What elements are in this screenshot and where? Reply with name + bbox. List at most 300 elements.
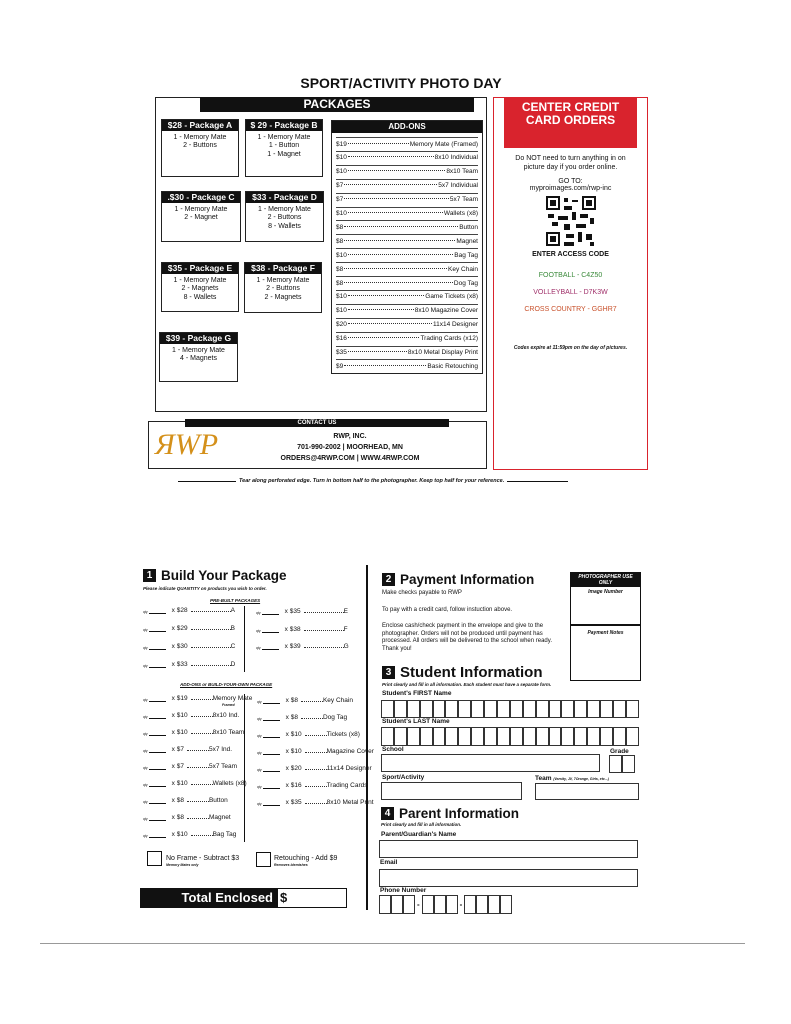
digit-cell[interactable] (403, 895, 415, 914)
access-code: CROSS COUNTRY - GGHR7 (524, 306, 617, 313)
letter-cell[interactable] (626, 727, 639, 746)
package-title: $35 - Package E (162, 263, 238, 274)
order-row (143, 763, 237, 770)
letter-cell[interactable] (445, 727, 458, 746)
quantity-input[interactable] (262, 609, 279, 615)
dot-leader (344, 184, 437, 185)
order-row (143, 831, 236, 838)
letter-cell[interactable] (471, 700, 484, 718)
addon-row (336, 165, 478, 178)
school-label: School (382, 746, 404, 753)
access-code-label: ENTER ACCESS CODE (532, 251, 609, 258)
quantity-input[interactable] (149, 662, 166, 668)
dot-leader (305, 735, 327, 736)
retouching-label: Retouching - Add $9 (274, 855, 338, 862)
addon-name: Dog Tag (453, 279, 478, 287)
item-price: x $39 (284, 643, 301, 650)
quantity-input[interactable] (149, 644, 166, 650)
letter-cell[interactable] (574, 700, 587, 718)
letter-cell[interactable] (381, 727, 394, 746)
order-row (257, 782, 368, 789)
addons-header: ADD-ONS (332, 121, 482, 133)
letter-cell[interactable] (407, 727, 420, 746)
retouching-checkbox[interactable] (256, 852, 271, 867)
addon-price: $35 (336, 349, 347, 356)
item-name: Magazine Cover (326, 748, 374, 755)
item-price: x $8 (285, 714, 298, 721)
payment-heading (382, 571, 534, 589)
student-heading (382, 664, 543, 682)
package-line: 8 - Wallets (183, 293, 217, 301)
photographer-use-box (570, 572, 641, 681)
section-title: Student Information (400, 664, 543, 681)
quantity-input[interactable] (263, 766, 280, 772)
phone-label: Phone Number (380, 887, 427, 894)
addon-row (336, 318, 478, 331)
addon-row (336, 304, 478, 317)
digit-cell[interactable] (446, 895, 458, 914)
package-line: 2 - Buttons (266, 285, 300, 292)
digit-cell[interactable] (391, 895, 403, 914)
last-name-cells[interactable] (381, 727, 639, 746)
letter-cell[interactable] (381, 700, 394, 718)
addon-row (336, 220, 478, 233)
addon-name: Wallets (x8) (443, 210, 478, 217)
dot-leader (305, 803, 327, 804)
digit-cell[interactable] (422, 895, 434, 914)
sport-label: Sport/Activity (382, 774, 425, 781)
letter-cell[interactable] (407, 700, 420, 718)
package-title: $33 - Package D (246, 192, 323, 203)
school-input[interactable] (381, 754, 600, 772)
qty-label: qty (143, 610, 148, 614)
qty-label: qty (257, 768, 262, 772)
item-price: x $20 (285, 765, 302, 772)
sport-input[interactable] (381, 782, 522, 800)
letter-cell[interactable] (510, 727, 523, 746)
dash: - (417, 900, 420, 909)
addon-name: 11x14 Designer (432, 321, 478, 329)
quantity-input[interactable] (149, 832, 166, 838)
letter-cell[interactable] (587, 727, 600, 746)
dot-leader (191, 835, 213, 836)
letter-cell[interactable] (420, 727, 433, 746)
addon-row (336, 346, 478, 359)
section-title: Parent Information (399, 806, 520, 821)
quantity-input[interactable] (149, 798, 166, 804)
section-number: 4 (381, 807, 394, 820)
quantity-input[interactable] (149, 781, 166, 787)
package-line: 8 - Wallets (268, 222, 301, 230)
addon-price: $9 (336, 362, 344, 370)
dash: - (459, 900, 463, 909)
dot-leader (304, 630, 344, 631)
qty-label: qty (257, 717, 262, 721)
addon-price: $10 (336, 210, 347, 217)
letter-cell[interactable] (433, 700, 446, 718)
package-line: 2 - Magnets (264, 293, 302, 301)
item-price: x $10 (285, 731, 302, 738)
letter-cell[interactable] (394, 700, 407, 718)
student-note: Print clearly and fill in all information. Each student must have a separate form. (382, 682, 552, 687)
parent-heading (381, 805, 519, 823)
checks-payable: Make checks payable to RWP (382, 590, 462, 596)
item-name: 8x10 Ind. (212, 712, 240, 719)
order-row (143, 746, 232, 753)
addon-name: Trading Cards (x12) (420, 335, 478, 343)
dot-leader (348, 156, 434, 157)
package-line: 4 - Magnets (180, 355, 217, 362)
qty-label: qty (257, 734, 262, 738)
letter-cell[interactable] (613, 700, 626, 718)
addon-name: 5x7 Team (449, 196, 478, 204)
dot-leader (348, 212, 443, 213)
item-name: Magnet (208, 814, 231, 821)
addon-row (336, 290, 478, 303)
packages-header: PACKAGES (200, 97, 474, 112)
package-title: .$30 - Package C (162, 192, 240, 203)
package-card (161, 119, 239, 177)
order-row (143, 780, 247, 787)
quantity-input[interactable] (262, 644, 279, 650)
dot-leader (348, 337, 420, 338)
qty-label: qty (257, 751, 262, 755)
contact-header: CONTACT US (185, 419, 449, 427)
addon-name: Basic Retouching (427, 362, 478, 370)
digit-cell[interactable] (464, 895, 476, 914)
digit-cell[interactable] (434, 895, 446, 914)
addon-price: $8 (336, 265, 344, 273)
addon-row (336, 234, 478, 247)
order-row (143, 607, 235, 614)
addon-header: ADD-ONS or BUILD-YOUR-OWN PACKAGE (180, 682, 273, 687)
order-row (257, 714, 347, 721)
addon-row (336, 137, 478, 150)
order-row (143, 797, 228, 804)
addon-row (336, 207, 478, 220)
letter-cell[interactable] (549, 700, 562, 718)
letter-cell[interactable] (574, 727, 587, 746)
qty-label: qty (256, 646, 261, 650)
payment-notes-field[interactable]: Payment Notes (587, 630, 624, 636)
item-price: x $8 (171, 797, 184, 804)
addon-price: $10 (336, 154, 347, 162)
dot-leader (305, 752, 327, 753)
order-row (257, 748, 374, 755)
letter-cell[interactable] (433, 727, 446, 746)
addon-name: Magnet (456, 237, 478, 245)
codes-expire-note: Codes expire at 11:59pm on the day of pictures. (513, 345, 628, 351)
addon-row (336, 151, 478, 164)
quantity-input[interactable] (262, 627, 279, 633)
item-name: A (230, 607, 235, 614)
access-code: VOLLEYBALL - D7K3W (533, 289, 608, 296)
letter-cell[interactable] (523, 700, 536, 718)
item-name: Button (208, 797, 228, 804)
letter-cell[interactable] (420, 700, 433, 718)
dot-leader (191, 784, 213, 785)
addon-price: $7 (336, 182, 344, 190)
dot-leader (348, 351, 407, 352)
currency-symbol: $ (280, 890, 288, 905)
letter-cell[interactable] (471, 727, 484, 746)
letter-cell[interactable] (510, 700, 523, 718)
item-price: x $10 (171, 712, 188, 719)
dot-leader (348, 309, 414, 310)
qty-label: qty (143, 800, 148, 804)
dot-leader (304, 647, 344, 648)
package-line: 2 - Magnets (181, 285, 219, 292)
dot-leader (301, 718, 323, 719)
item-price: x $16 (285, 782, 302, 789)
qty-label: qty (143, 646, 148, 650)
item-price: x $38 (284, 625, 301, 633)
letter-cell[interactable] (458, 700, 471, 718)
framed-note: Framed (222, 703, 235, 707)
order-row (143, 712, 239, 719)
team-label: Team (535, 775, 552, 782)
order-row (257, 765, 372, 772)
dot-leader (187, 818, 209, 819)
letter-cell[interactable] (626, 700, 639, 718)
package-title: $38 - Package F (245, 263, 321, 274)
phone-city: 701-990-2002 | MOORHEAD, MN (297, 444, 403, 451)
addon-name: 8x10 Individual (434, 154, 478, 162)
credit-instruction: To pay with a credit card, follow instuction above. (382, 607, 513, 613)
addon-row (336, 276, 478, 289)
item-name: B (230, 625, 235, 632)
dot-leader (191, 665, 231, 666)
item-price: x $35 (284, 608, 301, 615)
dot-leader (191, 647, 231, 648)
letter-cell[interactable] (549, 727, 562, 746)
email-input[interactable] (379, 869, 638, 887)
package-line: 1 - Memory Mate (258, 205, 311, 213)
addon-name: Memory Mate (Framed) (409, 140, 478, 148)
last-name-label: Student's LAST Name (382, 718, 450, 725)
package-line: 1 - Memory Mate (256, 276, 310, 284)
addon-name: Button (459, 223, 478, 231)
addon-price: $10 (336, 293, 347, 301)
letter-cell[interactable] (445, 700, 458, 718)
first-name-label: Student's FIRST Name (382, 690, 452, 697)
letter-cell[interactable] (587, 700, 600, 718)
addon-row (336, 248, 478, 261)
package-card (245, 119, 323, 177)
qty-label: qty (143, 664, 148, 668)
total-enclosed-label: Total Enclosed (140, 888, 277, 908)
addon-row (336, 332, 478, 345)
section-number: 1 (143, 569, 156, 582)
total-enclosed-input[interactable] (277, 888, 347, 908)
letter-cell[interactable] (394, 727, 407, 746)
contact-info (250, 431, 450, 464)
quantity-input[interactable] (149, 730, 166, 736)
item-name: F (343, 625, 348, 633)
item-price: x $10 (171, 729, 188, 736)
quantity-input[interactable] (149, 608, 166, 614)
quantity-input[interactable] (263, 783, 280, 789)
item-price: x $7 (171, 746, 184, 753)
quantity-input[interactable] (263, 749, 280, 755)
addon-price: $7 (336, 196, 344, 204)
dot-leader (191, 699, 213, 700)
qty-label: qty (143, 766, 148, 770)
no-frame-label: No Frame - Subtract $3 (166, 855, 240, 862)
item-price: x $19 (171, 695, 188, 702)
letter-cell[interactable] (536, 727, 549, 746)
grade-cells[interactable] (609, 755, 635, 773)
quantity-input[interactable] (263, 732, 280, 738)
digit-cell[interactable] (476, 895, 488, 914)
email-label: Email (380, 859, 398, 866)
package-line: 1 - Button (268, 142, 300, 149)
dot-leader (348, 323, 432, 324)
order-url[interactable]: myproimages.com/rwp-inc (529, 185, 612, 192)
letter-cell[interactable] (561, 700, 574, 718)
digit-cell[interactable] (379, 895, 391, 914)
addon-price: $8 (336, 223, 344, 231)
item-price: x $8 (285, 697, 298, 704)
package-card (161, 262, 239, 312)
section-number: 3 (382, 666, 395, 679)
package-card (245, 191, 324, 242)
addon-price: $8 (336, 279, 344, 287)
quantity-input[interactable] (149, 764, 166, 770)
quantity-input[interactable] (263, 715, 280, 721)
qty-label: qty (257, 700, 262, 704)
letter-cell[interactable] (458, 727, 471, 746)
quantity-input[interactable] (149, 713, 166, 719)
qr-code-icon[interactable] (546, 196, 596, 246)
qty-label: qty (143, 698, 148, 702)
no-frame-note: Memory Mates only (166, 863, 199, 867)
dot-leader (348, 143, 409, 144)
credit-card-panel (493, 97, 648, 470)
letter-cell[interactable] (484, 700, 497, 718)
digit-cell[interactable] (500, 895, 512, 914)
item-name: 11x14 Designer (326, 765, 372, 772)
dot-leader (305, 786, 327, 787)
credit-header: CENTER CREDIT CARD ORDERS (504, 98, 637, 148)
addon-price: $10 (336, 307, 347, 315)
item-price: x $35 (285, 799, 302, 806)
quantity-input[interactable] (149, 815, 166, 821)
quantity-input[interactable] (263, 698, 280, 704)
letter-cell[interactable] (484, 727, 497, 746)
letter-cell[interactable] (497, 700, 510, 718)
section-title: Build Your Package (161, 568, 287, 583)
order-row (143, 643, 235, 650)
qty-label: qty (143, 628, 148, 632)
order-row (143, 625, 235, 632)
package-card (161, 191, 241, 242)
addon-name: 5x7 Individual (438, 182, 478, 190)
dot-leader (187, 750, 209, 751)
team-hint: (Varsity, JV, 7Orange, Girls, etc...) (553, 777, 609, 781)
item-name: Key Chain (322, 697, 353, 704)
quantity-input[interactable] (263, 800, 280, 806)
goto-label: GO TO: (558, 178, 583, 185)
email-website[interactable]: ORDERS@4RWP.COM | WWW.4RWP.COM (280, 455, 420, 462)
addon-name: 8x10 Metal Display Print (407, 349, 478, 356)
dot-leader (191, 629, 231, 630)
order-row (257, 697, 353, 704)
qty-label: qty (256, 611, 261, 615)
letter-cell[interactable] (600, 700, 613, 718)
qty-label: qty (143, 732, 148, 736)
dot-leader (191, 733, 213, 734)
order-row (143, 695, 252, 702)
letter-cell[interactable] (561, 727, 574, 746)
addon-price: $10 (336, 168, 347, 176)
order-row (256, 626, 348, 633)
letter-cell[interactable] (600, 727, 613, 746)
package-line: 1 - Memory Mate (173, 133, 227, 141)
package-card (159, 332, 238, 382)
addon-price: $20 (336, 321, 347, 329)
image-number-field[interactable]: Image Number (571, 587, 640, 626)
dot-leader (344, 365, 426, 366)
order-row (256, 608, 348, 615)
retouching-note: Removes blemishes (274, 863, 308, 867)
letter-cell[interactable] (536, 700, 549, 718)
phone-cells[interactable] (379, 895, 512, 914)
quantity-input[interactable] (149, 696, 166, 702)
item-name: 5x7 Team (208, 763, 238, 770)
item-price: x $30 (171, 643, 188, 650)
order-row (143, 729, 244, 736)
parent-note: Print clearly and fill in all information. (381, 822, 462, 827)
quantity-input[interactable] (149, 626, 166, 632)
addon-name: Bag Tag (454, 251, 478, 259)
item-name: Wallets (x8) (212, 780, 247, 787)
addon-price: $10 (336, 251, 347, 259)
item-price: x $7 (171, 763, 184, 770)
quantity-input[interactable] (149, 747, 166, 753)
first-name-cells[interactable] (381, 700, 639, 718)
package-line: 1 - Magnet (267, 150, 301, 158)
dot-leader (301, 701, 323, 702)
letter-cell[interactable] (497, 727, 510, 746)
grade-label: Grade (610, 748, 629, 755)
addon-row (336, 179, 478, 192)
team-input[interactable] (535, 783, 639, 800)
photographer-header: PHOTOGRAPHER USE ONLY (571, 573, 640, 587)
letter-cell[interactable] (613, 727, 626, 746)
item-name: Trading Cards (326, 782, 368, 789)
tear-note: Tear along perforated edge. Turn in bottom half to the photographer. Keep top half for your reference. (239, 478, 505, 484)
page-rule (40, 943, 745, 944)
item-price: x $33 (171, 661, 188, 668)
page-title: SPORT/ACTIVITY PHOTO DAY (300, 75, 502, 91)
divider (244, 606, 245, 672)
package-line: 2 - Buttons (183, 142, 217, 149)
dot-leader (344, 282, 453, 283)
access-code: FOOTBALL - C4Z50 (538, 272, 603, 279)
parent-name-input[interactable] (379, 840, 638, 858)
item-price: x $10 (285, 748, 302, 755)
digit-cell[interactable] (488, 895, 500, 914)
dot-leader (305, 769, 327, 770)
dot-leader (344, 226, 458, 227)
order-row (143, 814, 231, 821)
no-frame-checkbox[interactable] (147, 851, 162, 866)
build-package-heading (143, 567, 287, 585)
addon-name: Game Tickets (x8) (425, 293, 478, 301)
letter-cell[interactable] (523, 727, 536, 746)
column-divider (366, 565, 368, 910)
